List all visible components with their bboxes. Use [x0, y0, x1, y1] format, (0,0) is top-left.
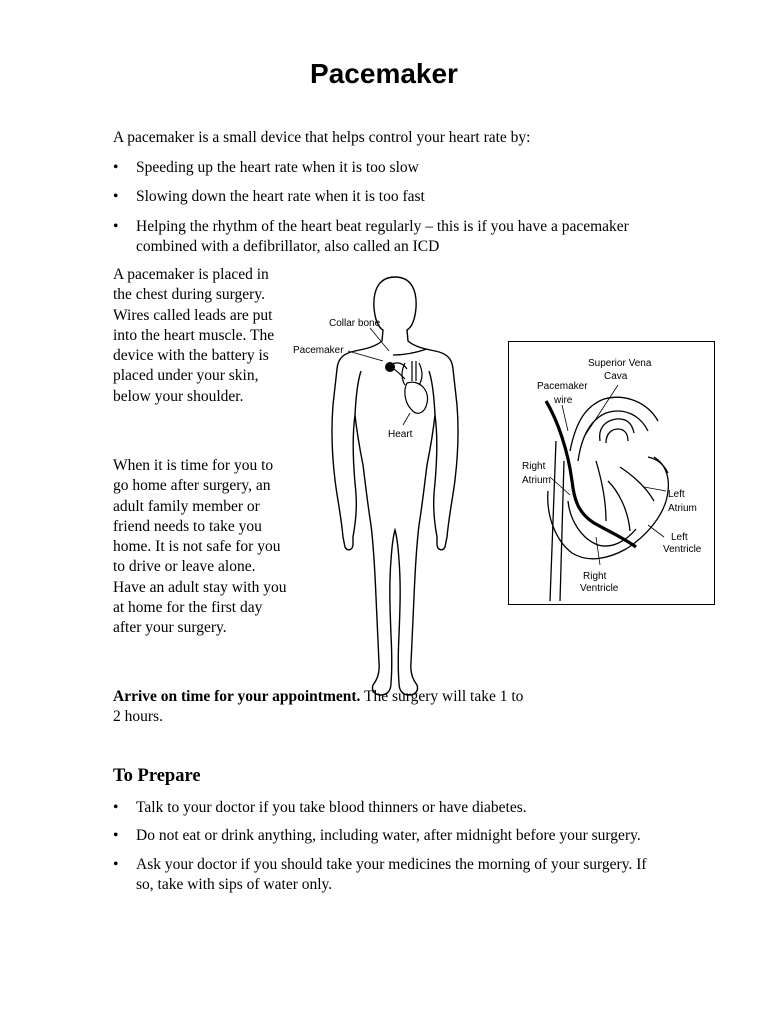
label-left-ventricle-line2: Ventricle [663, 544, 702, 555]
placement-paragraph: A pacemaker is placed in the chest during surgery. Wires called leads are put into the heart muscle. The device with the battery is placed under your skin, below your shoulder. [113, 266, 275, 405]
intro-text: A pacemaker is a small device that helps control your heart rate by: [113, 129, 531, 146]
list-item: • Ask your doctor if you should take your medicines the morning of your surgery. If so, take with sips of water only. [113, 855, 658, 896]
page-title: Pacemaker [310, 58, 458, 89]
label-pacemaker-wire-line2: wire [554, 395, 573, 406]
prepare-bullet-list [113, 798, 658, 895]
list-item: • Do not eat or drink anything, including water, after midnight before your surgery. [113, 826, 658, 846]
to-prepare-heading: To Prepare [113, 766, 201, 786]
label-right-ventricle-line1: Right [583, 571, 607, 582]
body-outline [332, 277, 458, 695]
label-pacemaker-wire-line1: Pacemaker [537, 381, 588, 392]
arrive-bold-text: Arrive on time for your appointment. [113, 688, 361, 705]
intro-bullet-list [113, 158, 673, 257]
label-pacemaker: Pacemaker [293, 345, 344, 356]
label-right-atrium-line2: Atrium [522, 475, 551, 486]
label-left-ventricle-line1: Left [671, 532, 688, 543]
chest-heart-illustration [391, 349, 428, 413]
label-left-atrium-line1: Left [668, 489, 685, 500]
list-item: • Talk to your doctor if you take blood thinners or have diabetes. [113, 798, 658, 818]
label-right-ventricle-line2: Ventricle [580, 583, 619, 594]
body-diagram [285, 275, 505, 710]
list-item: • Slowing down the heart rate when it is too fast [113, 187, 673, 207]
label-collar-bone: Collar bone [329, 318, 381, 329]
label-superior-vena-cava-line2: Cava [604, 371, 628, 382]
go-home-paragraph: When it is time for you to go home after surgery, an adult family member or friend needs to take you home. It is not safe for you to drive or leave alone. Have an adult stay with you at home for the first day after your surgery. [113, 457, 287, 637]
pacemaker-device [385, 362, 395, 372]
list-item: • Helping the rhythm of the heart beat regularly – this is if you have a pacemaker combined with a defibrillator, also called an ICD [113, 217, 673, 258]
label-right-atrium-line1: Right [522, 461, 546, 472]
label-superior-vena-cava-line1: Superior Vena [588, 358, 652, 369]
label-heart: Heart [388, 429, 413, 440]
heart-detail-diagram [508, 341, 716, 606]
list-item: • Speeding up the heart rate when it is too slow [113, 158, 673, 178]
label-left-atrium-line2: Atrium [668, 503, 697, 514]
arrive-rest-text: The surgery will take 1 to 2 hours. [113, 688, 524, 726]
